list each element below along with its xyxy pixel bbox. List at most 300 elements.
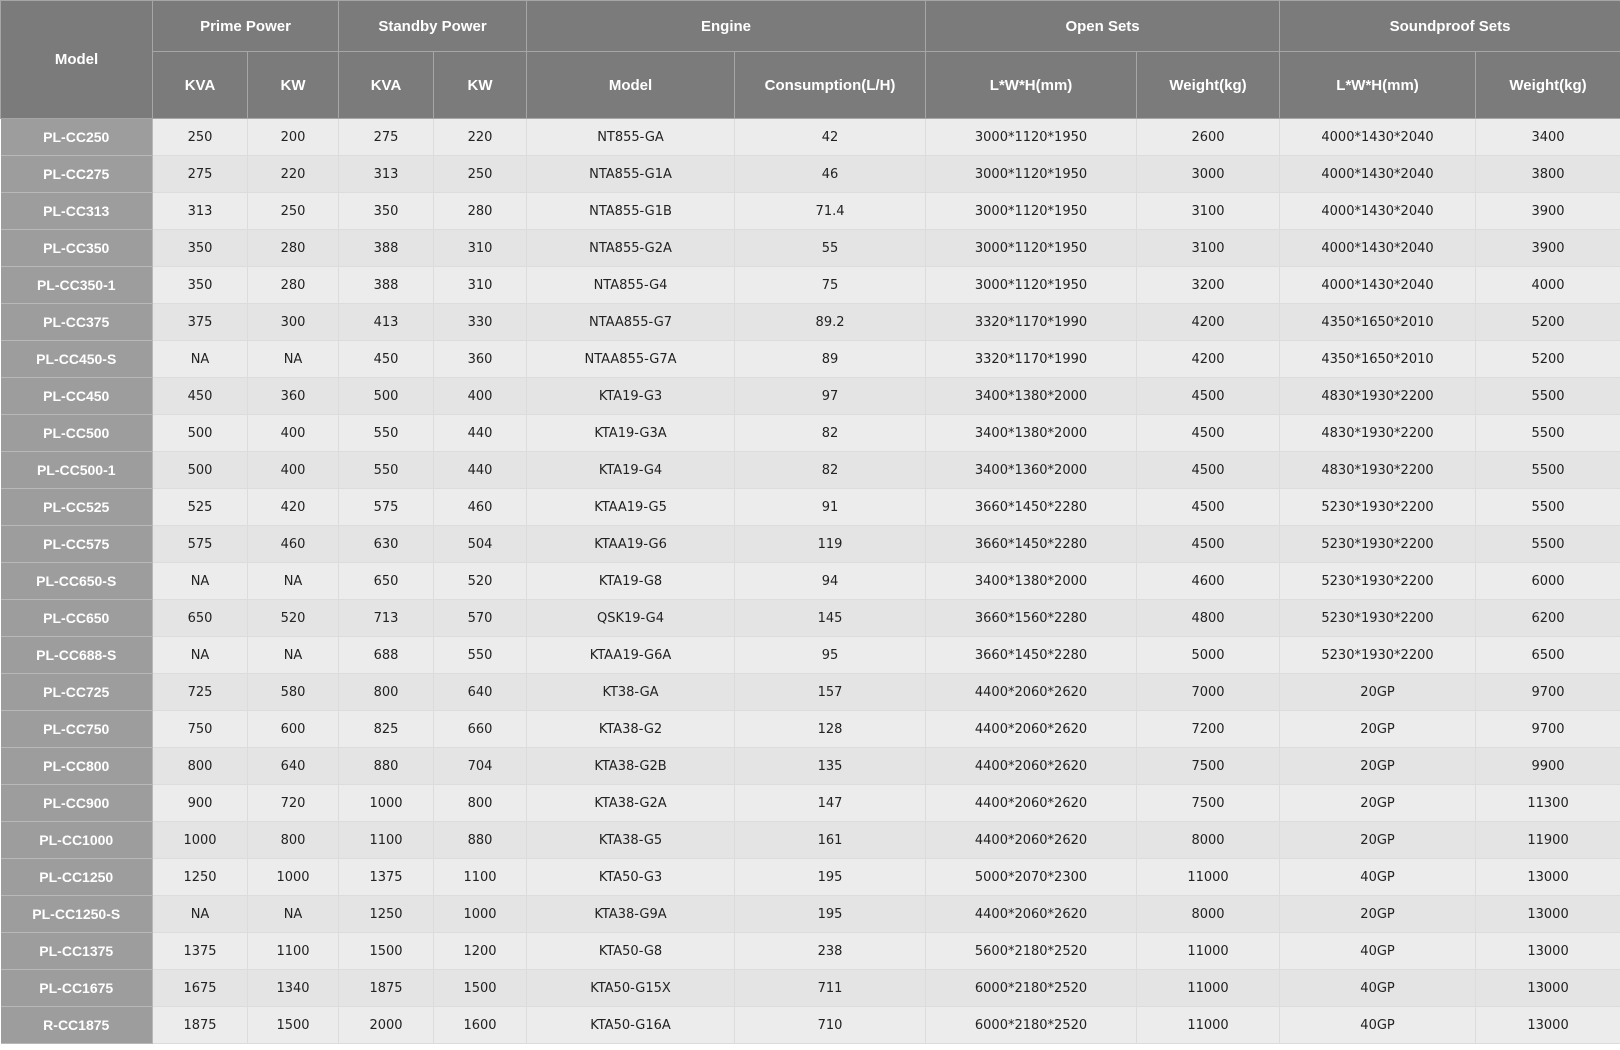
- soundproof-weight-cell: 13000: [1476, 859, 1620, 896]
- prime-kva-cell: 1250: [153, 859, 248, 896]
- standby-kw-cell: 1500: [434, 970, 527, 1007]
- standby-kw-cell: 520: [434, 563, 527, 600]
- prime-kva-cell: 1675: [153, 970, 248, 1007]
- model-cell: PL-CC650: [1, 600, 153, 637]
- model-cell: PL-CC1000: [1, 822, 153, 859]
- consumption-cell: 128: [735, 711, 926, 748]
- prime-kw-cell: 200: [248, 119, 339, 156]
- soundproof-dimensions-cell: 5230*1930*2200: [1280, 489, 1476, 526]
- standby-kw-cell: 1100: [434, 859, 527, 896]
- engine-model-cell: KTA50-G15X: [527, 970, 735, 1007]
- table-row: [1, 600, 1620, 637]
- prime-kw-cell: NA: [248, 563, 339, 600]
- open-weight-cell: 11000: [1137, 859, 1280, 896]
- open-dimensions-cell: 3000*1120*1950: [926, 267, 1137, 304]
- open-dimensions-cell: 3400*1360*2000: [926, 452, 1137, 489]
- standby-kva-cell: 1875: [339, 970, 434, 1007]
- model-cell: PL-CC525: [1, 489, 153, 526]
- standby-kw-cell: 550: [434, 637, 527, 674]
- prime-kva-cell: 500: [153, 415, 248, 452]
- prime-kva-cell: 1000: [153, 822, 248, 859]
- consumption-cell: 238: [735, 933, 926, 970]
- model-cell: PL-CC800: [1, 748, 153, 785]
- open-weight-cell: 3000: [1137, 156, 1280, 193]
- soundproof-dimensions-cell: 4830*1930*2200: [1280, 378, 1476, 415]
- prime-kva-cell: 250: [153, 119, 248, 156]
- prime-kva-cell: 313: [153, 193, 248, 230]
- soundproof-weight-cell: 3900: [1476, 230, 1620, 267]
- prime-kva-cell: NA: [153, 341, 248, 378]
- prime-kva-cell: 1875: [153, 1007, 248, 1044]
- open-weight-cell: 4500: [1137, 489, 1280, 526]
- engine-model-cell: QSK19-G4: [527, 600, 735, 637]
- standby-kva-cell: 630: [339, 526, 434, 563]
- consumption-cell: 161: [735, 822, 926, 859]
- consumption-cell: 711: [735, 970, 926, 1007]
- open-weight-cell: 7500: [1137, 748, 1280, 785]
- header-open-sets: Open Sets: [926, 1, 1280, 52]
- standby-kw-cell: 704: [434, 748, 527, 785]
- open-dimensions-cell: 4400*2060*2620: [926, 785, 1137, 822]
- open-dimensions-cell: 4400*2060*2620: [926, 822, 1137, 859]
- table-row: [1, 674, 1620, 711]
- prime-kva-cell: 350: [153, 230, 248, 267]
- prime-kva-cell: 800: [153, 748, 248, 785]
- open-dimensions-cell: 5600*2180*2520: [926, 933, 1137, 970]
- standby-kva-cell: 800: [339, 674, 434, 711]
- soundproof-weight-cell: 9900: [1476, 748, 1620, 785]
- consumption-cell: 145: [735, 600, 926, 637]
- engine-model-cell: KTA38-G9A: [527, 896, 735, 933]
- prime-kw-cell: 280: [248, 230, 339, 267]
- standby-kva-cell: 500: [339, 378, 434, 415]
- header-group-row: [1, 1, 1620, 52]
- model-cell: PL-CC1675: [1, 970, 153, 1007]
- table-body: [1, 119, 1620, 1044]
- engine-model-cell: KTA38-G2: [527, 711, 735, 748]
- standby-kw-cell: 800: [434, 785, 527, 822]
- table-row: [1, 230, 1620, 267]
- engine-model-cell: KTA19-G8: [527, 563, 735, 600]
- prime-kw-cell: 220: [248, 156, 339, 193]
- consumption-cell: 94: [735, 563, 926, 600]
- header-prime-kva: KVA: [153, 52, 248, 119]
- model-cell: PL-CC725: [1, 674, 153, 711]
- engine-model-cell: KTAA19-G6A: [527, 637, 735, 674]
- standby-kva-cell: 2000: [339, 1007, 434, 1044]
- standby-kva-cell: 1375: [339, 859, 434, 896]
- model-cell: PL-CC250: [1, 119, 153, 156]
- standby-kva-cell: 650: [339, 563, 434, 600]
- standby-kva-cell: 688: [339, 637, 434, 674]
- prime-kw-cell: 580: [248, 674, 339, 711]
- engine-model-cell: NTAA855-G7: [527, 304, 735, 341]
- prime-kw-cell: 280: [248, 267, 339, 304]
- model-cell: PL-CC750: [1, 711, 153, 748]
- prime-kw-cell: 1500: [248, 1007, 339, 1044]
- soundproof-dimensions-cell: 20GP: [1280, 896, 1476, 933]
- open-weight-cell: 4500: [1137, 378, 1280, 415]
- standby-kw-cell: 400: [434, 378, 527, 415]
- consumption-cell: 195: [735, 859, 926, 896]
- soundproof-dimensions-cell: 4000*1430*2040: [1280, 230, 1476, 267]
- prime-kva-cell: 500: [153, 452, 248, 489]
- table-row: [1, 267, 1620, 304]
- header-sub-row: [1, 52, 1620, 119]
- soundproof-dimensions-cell: 20GP: [1280, 822, 1476, 859]
- open-weight-cell: 8000: [1137, 896, 1280, 933]
- prime-kva-cell: 525: [153, 489, 248, 526]
- model-cell: PL-CC275: [1, 156, 153, 193]
- open-weight-cell: 2600: [1137, 119, 1280, 156]
- open-weight-cell: 4500: [1137, 452, 1280, 489]
- standby-kva-cell: 1100: [339, 822, 434, 859]
- standby-kw-cell: 1200: [434, 933, 527, 970]
- soundproof-weight-cell: 11300: [1476, 785, 1620, 822]
- prime-kva-cell: NA: [153, 637, 248, 674]
- model-cell: PL-CC313: [1, 193, 153, 230]
- open-weight-cell: 5000: [1137, 637, 1280, 674]
- standby-kva-cell: 388: [339, 230, 434, 267]
- open-weight-cell: 8000: [1137, 822, 1280, 859]
- prime-kw-cell: NA: [248, 637, 339, 674]
- standby-kva-cell: 713: [339, 600, 434, 637]
- table-row: [1, 859, 1620, 896]
- soundproof-dimensions-cell: 4000*1430*2040: [1280, 156, 1476, 193]
- header-soundproof-sets: Soundproof Sets: [1280, 1, 1620, 52]
- soundproof-weight-cell: 13000: [1476, 970, 1620, 1007]
- standby-kw-cell: 220: [434, 119, 527, 156]
- consumption-cell: 97: [735, 378, 926, 415]
- standby-kva-cell: 1000: [339, 785, 434, 822]
- soundproof-weight-cell: 6500: [1476, 637, 1620, 674]
- open-dimensions-cell: 3400*1380*2000: [926, 415, 1137, 452]
- open-dimensions-cell: 3000*1120*1950: [926, 156, 1137, 193]
- standby-kva-cell: 388: [339, 267, 434, 304]
- engine-model-cell: NTA855-G2A: [527, 230, 735, 267]
- consumption-cell: 46: [735, 156, 926, 193]
- table-row: [1, 452, 1620, 489]
- soundproof-weight-cell: 13000: [1476, 1007, 1620, 1044]
- header-prime-power: Prime Power: [153, 1, 339, 52]
- consumption-cell: 89: [735, 341, 926, 378]
- standby-kw-cell: 640: [434, 674, 527, 711]
- engine-model-cell: KTAA19-G6: [527, 526, 735, 563]
- consumption-cell: 195: [735, 896, 926, 933]
- standby-kw-cell: 504: [434, 526, 527, 563]
- open-dimensions-cell: 3660*1450*2280: [926, 637, 1137, 674]
- open-weight-cell: 11000: [1137, 970, 1280, 1007]
- model-cell: PL-CC350: [1, 230, 153, 267]
- soundproof-weight-cell: 5500: [1476, 452, 1620, 489]
- standby-kw-cell: 570: [434, 600, 527, 637]
- open-weight-cell: 7000: [1137, 674, 1280, 711]
- soundproof-weight-cell: 3800: [1476, 156, 1620, 193]
- soundproof-dimensions-cell: 40GP: [1280, 859, 1476, 896]
- prime-kw-cell: 360: [248, 378, 339, 415]
- open-weight-cell: 7500: [1137, 785, 1280, 822]
- prime-kw-cell: 640: [248, 748, 339, 785]
- open-weight-cell: 7200: [1137, 711, 1280, 748]
- prime-kw-cell: 720: [248, 785, 339, 822]
- header-engine-model: Model: [527, 52, 735, 119]
- soundproof-dimensions-cell: 5230*1930*2200: [1280, 637, 1476, 674]
- table-row: [1, 156, 1620, 193]
- engine-model-cell: KT38-GA: [527, 674, 735, 711]
- prime-kw-cell: 300: [248, 304, 339, 341]
- prime-kva-cell: 900: [153, 785, 248, 822]
- model-cell: PL-CC375: [1, 304, 153, 341]
- soundproof-dimensions-cell: 20GP: [1280, 748, 1476, 785]
- open-dimensions-cell: 3400*1380*2000: [926, 378, 1137, 415]
- standby-kva-cell: 413: [339, 304, 434, 341]
- engine-model-cell: KTA38-G2B: [527, 748, 735, 785]
- table-row: [1, 193, 1620, 230]
- prime-kva-cell: 450: [153, 378, 248, 415]
- soundproof-weight-cell: 3400: [1476, 119, 1620, 156]
- soundproof-weight-cell: 6000: [1476, 563, 1620, 600]
- prime-kw-cell: 1000: [248, 859, 339, 896]
- standby-kva-cell: 550: [339, 415, 434, 452]
- open-dimensions-cell: 4400*2060*2620: [926, 748, 1137, 785]
- soundproof-weight-cell: 11900: [1476, 822, 1620, 859]
- soundproof-weight-cell: 5500: [1476, 415, 1620, 452]
- consumption-cell: 82: [735, 415, 926, 452]
- standby-kva-cell: 313: [339, 156, 434, 193]
- consumption-cell: 157: [735, 674, 926, 711]
- soundproof-weight-cell: 9700: [1476, 674, 1620, 711]
- model-cell: PL-CC450-S: [1, 341, 153, 378]
- open-dimensions-cell: 3000*1120*1950: [926, 230, 1137, 267]
- soundproof-dimensions-cell: 5230*1930*2200: [1280, 563, 1476, 600]
- standby-kw-cell: 280: [434, 193, 527, 230]
- model-cell: PL-CC575: [1, 526, 153, 563]
- table-row: [1, 489, 1620, 526]
- model-cell: R-CC1875: [1, 1007, 153, 1044]
- consumption-cell: 710: [735, 1007, 926, 1044]
- open-dimensions-cell: 3400*1380*2000: [926, 563, 1137, 600]
- table-row: [1, 822, 1620, 859]
- prime-kva-cell: 750: [153, 711, 248, 748]
- prime-kva-cell: NA: [153, 563, 248, 600]
- engine-model-cell: KTA50-G3: [527, 859, 735, 896]
- consumption-cell: 42: [735, 119, 926, 156]
- standby-kva-cell: 1500: [339, 933, 434, 970]
- prime-kw-cell: 250: [248, 193, 339, 230]
- engine-model-cell: NTA855-G1B: [527, 193, 735, 230]
- soundproof-dimensions-cell: 4000*1430*2040: [1280, 119, 1476, 156]
- open-dimensions-cell: 3320*1170*1990: [926, 304, 1137, 341]
- standby-kw-cell: 880: [434, 822, 527, 859]
- standby-kw-cell: 330: [434, 304, 527, 341]
- header-soundproof-dimensions: L*W*H(mm): [1280, 52, 1476, 119]
- prime-kw-cell: NA: [248, 341, 339, 378]
- model-cell: PL-CC650-S: [1, 563, 153, 600]
- open-weight-cell: 4500: [1137, 415, 1280, 452]
- open-dimensions-cell: 5000*2070*2300: [926, 859, 1137, 896]
- open-dimensions-cell: 3000*1120*1950: [926, 119, 1137, 156]
- table-row: [1, 526, 1620, 563]
- open-weight-cell: 4800: [1137, 600, 1280, 637]
- header-open-weight: Weight(kg): [1137, 52, 1280, 119]
- soundproof-weight-cell: 5500: [1476, 489, 1620, 526]
- standby-kva-cell: 450: [339, 341, 434, 378]
- table-row: [1, 970, 1620, 1007]
- table-row: [1, 896, 1620, 933]
- model-cell: PL-CC450: [1, 378, 153, 415]
- prime-kw-cell: 800: [248, 822, 339, 859]
- prime-kva-cell: NA: [153, 896, 248, 933]
- consumption-cell: 119: [735, 526, 926, 563]
- standby-kva-cell: 275: [339, 119, 434, 156]
- consumption-cell: 89.2: [735, 304, 926, 341]
- soundproof-weight-cell: 9700: [1476, 711, 1620, 748]
- header-model: Model: [1, 1, 153, 119]
- soundproof-dimensions-cell: 40GP: [1280, 933, 1476, 970]
- standby-kva-cell: 825: [339, 711, 434, 748]
- prime-kw-cell: 460: [248, 526, 339, 563]
- soundproof-dimensions-cell: 5230*1930*2200: [1280, 526, 1476, 563]
- open-weight-cell: 4600: [1137, 563, 1280, 600]
- open-weight-cell: 4200: [1137, 341, 1280, 378]
- soundproof-dimensions-cell: 4000*1430*2040: [1280, 193, 1476, 230]
- engine-model-cell: KTA19-G4: [527, 452, 735, 489]
- table-row: [1, 1007, 1620, 1044]
- open-dimensions-cell: 4400*2060*2620: [926, 896, 1137, 933]
- soundproof-weight-cell: 3900: [1476, 193, 1620, 230]
- consumption-cell: 91: [735, 489, 926, 526]
- open-weight-cell: 4500: [1137, 526, 1280, 563]
- model-cell: PL-CC500: [1, 415, 153, 452]
- table-row: [1, 637, 1620, 674]
- table-row: [1, 378, 1620, 415]
- soundproof-weight-cell: 13000: [1476, 896, 1620, 933]
- soundproof-dimensions-cell: 20GP: [1280, 674, 1476, 711]
- prime-kw-cell: 400: [248, 415, 339, 452]
- open-weight-cell: 4200: [1137, 304, 1280, 341]
- open-weight-cell: 3200: [1137, 267, 1280, 304]
- header-open-dimensions: L*W*H(mm): [926, 52, 1137, 119]
- soundproof-dimensions-cell: 4830*1930*2200: [1280, 415, 1476, 452]
- soundproof-weight-cell: 5500: [1476, 526, 1620, 563]
- table-row: [1, 304, 1620, 341]
- open-dimensions-cell: 6000*2180*2520: [926, 1007, 1137, 1044]
- consumption-cell: 135: [735, 748, 926, 785]
- header-engine-consumption: Consumption(L/H): [735, 52, 926, 119]
- soundproof-weight-cell: 13000: [1476, 933, 1620, 970]
- standby-kw-cell: 1000: [434, 896, 527, 933]
- model-cell: PL-CC900: [1, 785, 153, 822]
- soundproof-dimensions-cell: 4350*1650*2010: [1280, 304, 1476, 341]
- consumption-cell: 71.4: [735, 193, 926, 230]
- open-weight-cell: 11000: [1137, 933, 1280, 970]
- open-weight-cell: 3100: [1137, 230, 1280, 267]
- standby-kva-cell: 550: [339, 452, 434, 489]
- prime-kw-cell: 1340: [248, 970, 339, 1007]
- engine-model-cell: KTAA19-G5: [527, 489, 735, 526]
- open-dimensions-cell: 3660*1450*2280: [926, 526, 1137, 563]
- standby-kva-cell: 575: [339, 489, 434, 526]
- soundproof-weight-cell: 4000: [1476, 267, 1620, 304]
- prime-kw-cell: 400: [248, 452, 339, 489]
- prime-kva-cell: 375: [153, 304, 248, 341]
- standby-kw-cell: 460: [434, 489, 527, 526]
- model-cell: PL-CC500-1: [1, 452, 153, 489]
- standby-kw-cell: 440: [434, 452, 527, 489]
- prime-kva-cell: 725: [153, 674, 248, 711]
- open-dimensions-cell: 3320*1170*1990: [926, 341, 1137, 378]
- soundproof-dimensions-cell: 20GP: [1280, 711, 1476, 748]
- table-row: [1, 748, 1620, 785]
- prime-kva-cell: 1375: [153, 933, 248, 970]
- consumption-cell: 75: [735, 267, 926, 304]
- table-row: [1, 711, 1620, 748]
- model-cell: PL-CC350-1: [1, 267, 153, 304]
- model-cell: PL-CC1250: [1, 859, 153, 896]
- soundproof-dimensions-cell: 4000*1430*2040: [1280, 267, 1476, 304]
- header-prime-kw: KW: [248, 52, 339, 119]
- header-standby-kw: KW: [434, 52, 527, 119]
- soundproof-weight-cell: 6200: [1476, 600, 1620, 637]
- engine-model-cell: KTA19-G3A: [527, 415, 735, 452]
- standby-kva-cell: 1250: [339, 896, 434, 933]
- standby-kw-cell: 360: [434, 341, 527, 378]
- standby-kva-cell: 880: [339, 748, 434, 785]
- open-dimensions-cell: 3660*1560*2280: [926, 600, 1137, 637]
- consumption-cell: 147: [735, 785, 926, 822]
- engine-model-cell: KTA19-G3: [527, 378, 735, 415]
- open-weight-cell: 3100: [1137, 193, 1280, 230]
- open-dimensions-cell: 6000*2180*2520: [926, 970, 1137, 1007]
- header-engine: Engine: [527, 1, 926, 52]
- standby-kw-cell: 310: [434, 230, 527, 267]
- consumption-cell: 95: [735, 637, 926, 674]
- standby-kw-cell: 660: [434, 711, 527, 748]
- prime-kw-cell: 600: [248, 711, 339, 748]
- standby-kw-cell: 1600: [434, 1007, 527, 1044]
- model-cell: PL-CC688-S: [1, 637, 153, 674]
- model-cell: PL-CC1250-S: [1, 896, 153, 933]
- soundproof-weight-cell: 5500: [1476, 378, 1620, 415]
- prime-kw-cell: NA: [248, 896, 339, 933]
- table-row: [1, 563, 1620, 600]
- consumption-cell: 82: [735, 452, 926, 489]
- soundproof-dimensions-cell: 40GP: [1280, 970, 1476, 1007]
- prime-kva-cell: 650: [153, 600, 248, 637]
- engine-model-cell: NTA855-G1A: [527, 156, 735, 193]
- table-row: [1, 415, 1620, 452]
- table-row: [1, 785, 1620, 822]
- table-row: [1, 119, 1620, 156]
- engine-model-cell: NTA855-G4: [527, 267, 735, 304]
- open-dimensions-cell: 3000*1120*1950: [926, 193, 1137, 230]
- soundproof-dimensions-cell: 4350*1650*2010: [1280, 341, 1476, 378]
- engine-model-cell: NT855-GA: [527, 119, 735, 156]
- open-dimensions-cell: 3660*1450*2280: [926, 489, 1137, 526]
- soundproof-weight-cell: 5200: [1476, 304, 1620, 341]
- table-row: [1, 341, 1620, 378]
- prime-kva-cell: 275: [153, 156, 248, 193]
- header-soundproof-weight: Weight(kg): [1476, 52, 1620, 119]
- standby-kw-cell: 440: [434, 415, 527, 452]
- open-dimensions-cell: 4400*2060*2620: [926, 711, 1137, 748]
- engine-model-cell: KTA38-G5: [527, 822, 735, 859]
- engine-model-cell: KTA38-G2A: [527, 785, 735, 822]
- header-standby-kva: KVA: [339, 52, 434, 119]
- model-cell: PL-CC1375: [1, 933, 153, 970]
- prime-kw-cell: 420: [248, 489, 339, 526]
- standby-kw-cell: 310: [434, 267, 527, 304]
